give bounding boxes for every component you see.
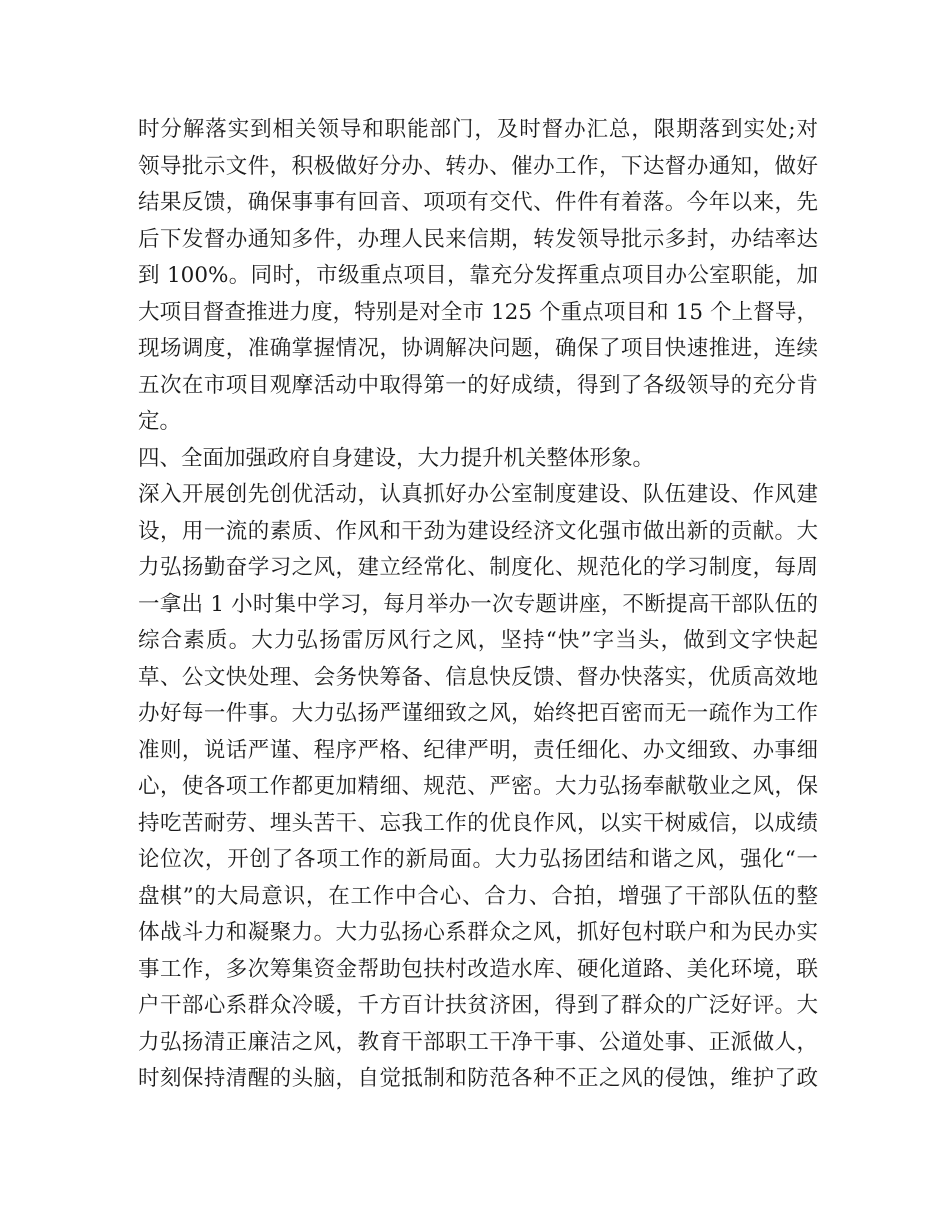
text-line: 领导批示文件，积极做好分办、转办、催办工作，下达督办通知，做好 (138, 153, 818, 179)
text-line: 力弘扬勤奋学习之风，建立经常化、制度化、规范化的学习制度，每周 (138, 555, 818, 580)
section-heading: 四、全面加强政府自身建设，大力提升机关整体形象。 (138, 445, 655, 471)
text-line: 后下发督办通知多件，办理人民来信期，转发领导批示多封，办结率达 (138, 226, 818, 252)
text-line: 心，使各项工作都更加精细、规范、严密。大力弘扬奉献敬业之风，保 (138, 774, 818, 799)
text-line: 定。 (138, 409, 182, 434)
text-line: 论位次，开创了各项工作的新局面。大力弘扬团结和谐之风，强化“一 (138, 847, 818, 872)
text-line: 持吃苦耐劳、埋头苦干、忘我工作的优良作风，以实干树威信，以成绩 (138, 810, 818, 836)
text-line: 一拿出 1 小时集中学习，每月举办一次专题讲座，不断提高干部队伍的 (138, 591, 818, 617)
text-line: 现场调度，准确掌握情况，协调解决问题，确保了项目快速推进，连续 (138, 336, 818, 361)
body-text (138, 112, 818, 1098)
text-line: 准则，说话严谨、程序严格、纪律严明，责任细化、办文细致、办事细 (138, 737, 818, 763)
text-line: 大项目督查推进力度，特别是对全市 125 个重点项目和 15 个上督导， (138, 299, 818, 325)
text-line: 五次在市项目观摩活动中取得第一的好成绩，得到了各级领导的充分肯 (138, 372, 818, 398)
text-line: 草、公文快处理、会务快筹备、信息快反馈、督办快落实，优质高效地 (138, 664, 818, 690)
text-line: 时分解落实到相关领导和职能部门，及时督办汇总，限期落到实处;对 (138, 117, 818, 142)
text-line: 综合素质。大力弘扬雷厉风行之风，坚持“快”字当头，做到文字快起 (138, 628, 818, 653)
text-line: 结果反馈，确保事事有回音、项项有交代、件件有着落。今年以来，先 (138, 190, 818, 215)
text-line: 深入开展创先创优活动，认真抓好办公室制度建设、队伍建设、作风建 (138, 482, 818, 507)
text-line: 体战斗力和凝聚力。大力弘扬心系群众之风，抓好包村联户和为民办实 (138, 920, 818, 945)
text-line: 办好每一件事。大力弘扬严谨细致之风，始终把百密而无一疏作为工作 (138, 701, 818, 726)
text-line: 户干部心系群众冷暖，千方百计扶贫济困，得到了群众的广泛好评。大 (138, 993, 818, 1018)
text-line: 盘棋”的大局意识，在工作中合心、合力、合拍，增强了干部队伍的整 (138, 883, 818, 909)
text-line: 事工作，多次筹集资金帮助包扶村改造水库、硬化道路、美化环境，联 (138, 956, 818, 982)
text-line: 时刻保持清醒的头脑，自觉抵制和防范各种不正之风的侵蚀，维护了政 (138, 1066, 818, 1091)
text-line: 设，用一流的素质、作风和干劲为建设经济文化强市做出新的贡献。大 (138, 518, 818, 544)
text-line: 力弘扬清正廉洁之风，教育干部职工干净干事、公道处事、正派做人， (138, 1029, 818, 1055)
text-line: 到 100%。同时，市级重点项目，靠充分发挥重点项目办公室职能，加 (138, 263, 818, 288)
